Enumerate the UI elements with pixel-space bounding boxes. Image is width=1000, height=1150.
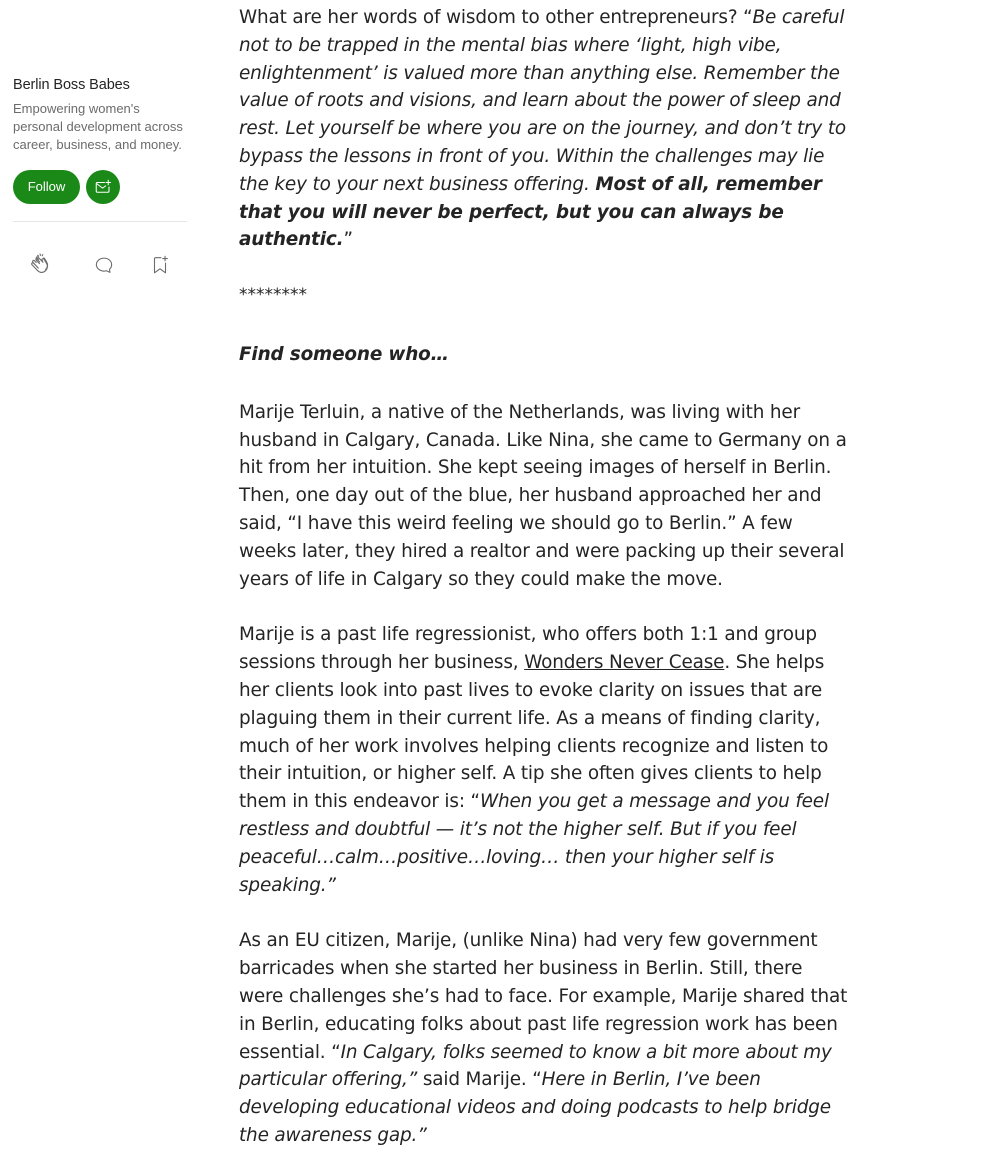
section-subheading (239, 341, 849, 369)
article-actions (13, 252, 187, 278)
publication-description: Empowering women's personal development across career, business, and money. (13, 101, 183, 152)
text-quote: Here in Berlin, I’ve been developing educational videos and doing podcasts to help bridge the awareness gap.” (239, 1069, 831, 1146)
paragraph-words-of-wisdom (239, 4, 849, 254)
text-quote-emphasis: Most of all, remember that you will never be perfect, but you can always be authentic. (239, 173, 822, 251)
text-quote: When you get a message and you feel restless and doubtful — it’s not the higher self. But if you feel peaceful…calm…positive…loving… then your higher self is speaking.” (239, 791, 829, 896)
text-quote-close: ” (343, 229, 353, 251)
mail-plus-icon (94, 178, 112, 196)
respond-button[interactable] (91, 252, 117, 278)
wonders-never-cease-link[interactable]: Wonders Never Cease (524, 652, 725, 674)
sidebar-divider (13, 221, 187, 222)
text-quote: Be careful not to be trapped in the mental bias where ‘light, high vibe, enlightenment’ is valued more than anything else. Remember the value of roots and visions, and learn about the power of sleep and rest. Let yourself be where you are on the journey, and don’t try to bypass the lessons in front of you. Within the challenges may lie the key to your next business offering. (239, 7, 847, 195)
subscribe-email-button[interactable] (86, 170, 120, 204)
text-plain: As an EU citizen, Marije, (unlike Nina) had very few government barricades when she started her business in Berlin. Still, there were challenges she’s had to face. For example, Marije shared that in Berlin, educating folks about past life regression work has been essential. “ (239, 930, 848, 1063)
paragraph-marije-business (239, 621, 849, 899)
text-plain: What are her words of wisdom to other entrepreneurs? “ (239, 7, 753, 28)
text-quote: In Calgary, folks seemed to know a bit more about my particular offering,” (239, 1041, 832, 1091)
clap-button[interactable] (28, 252, 54, 278)
clap-icon (29, 253, 53, 277)
subheading-text: Find someone who… (239, 343, 449, 365)
text-plain: Marije is a past life regressionist, who offers both 1:1 and group sessions through her business, (239, 624, 817, 674)
save-button[interactable] (147, 252, 173, 278)
paragraph-eu-citizen (239, 927, 849, 1149)
paragraph-marije-intro: Marije Terluin, a native of the Netherlands, was living with her husband in Calgary, Canada. Like Nina, she came to Germany on a hit from her intuition. She kept seeing images of herself in Berlin. Then, one day out of the blue, her husband approached her and said, “I have this weird feeling we should go to Berlin.” A few weeks later, they hired a realtor and were packing up their several years of life in Calgary so they could make the move. (239, 401, 847, 590)
comment-icon (93, 254, 115, 276)
article-body (239, 4, 849, 1150)
publication-name[interactable]: Berlin Boss Babes (13, 77, 130, 93)
follow-button[interactable]: Follow (13, 170, 80, 204)
text-plain: . She helps her clients look into past lives to evoke clarity on issues that are plaguing them in their current life. As a means of finding clarity, much of her work involves helping clients recognize and listen to their intuition, or higher self. A tip she often gives clients to help them in this endeavor is: “ (239, 652, 829, 813)
text-plain: said Marije. “ (417, 1069, 542, 1091)
section-separator: ******** (239, 285, 307, 306)
bookmark-plus-icon (149, 254, 171, 276)
